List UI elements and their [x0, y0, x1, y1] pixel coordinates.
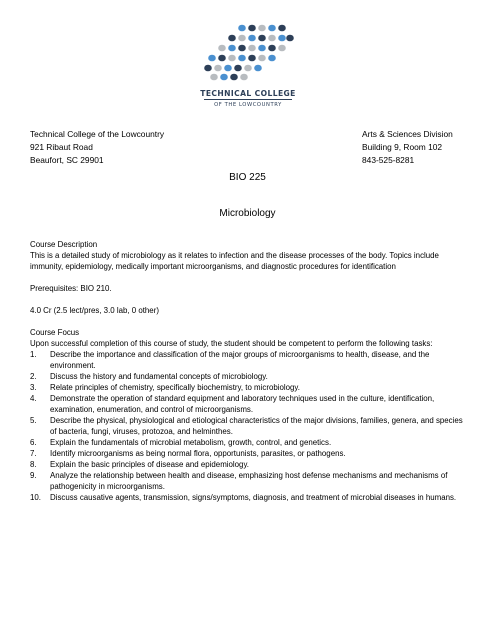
logo-dot — [228, 55, 236, 62]
logo-dot — [268, 55, 276, 62]
logo-dot — [238, 35, 246, 42]
logo-dot — [258, 25, 266, 32]
logo-dot — [234, 65, 242, 72]
task-item — [30, 448, 470, 459]
address-line: 921 Ribaut Road — [30, 142, 93, 152]
task-number: 4. — [30, 394, 37, 403]
course-name: Microbiology — [219, 208, 276, 219]
logo-dot — [278, 25, 286, 32]
description-text: This is a detailed study of microbiology as it relates to infection and the disease processes of the body. Topics include immunity, epidemiology, medically important microorganisms, and diagnostic procedures for identification — [30, 251, 439, 271]
task-text: Explain the basic principles of disease and epidemiology. — [50, 460, 249, 469]
task-text: Analyze the relationship between health and disease, emphasizing host defense mechanisms and mechanisms of pathogenicity in microorganisms. — [50, 471, 448, 491]
task-number: 7. — [30, 449, 37, 458]
address-line: Building 9, Room 102 — [362, 142, 443, 152]
logo-dot — [218, 45, 226, 52]
task-item — [30, 349, 470, 371]
dot-pattern-icon — [204, 20, 294, 82]
address-line: Arts & Sciences Division — [362, 129, 453, 139]
logo-dot — [248, 45, 256, 52]
logo-dot — [268, 45, 276, 52]
logo-dot — [268, 35, 276, 42]
task-text: Describe the importance and classification of the major groups of microorganisms to health, disease, and the environment. — [50, 350, 430, 370]
task-text: Relate principles of chemistry, specifically biochemistry, to microbiology. — [50, 383, 300, 392]
task-number: 1. — [30, 350, 37, 359]
description-heading: Course Description — [30, 240, 98, 249]
logo-dot — [240, 74, 248, 81]
logo-rule — [204, 99, 292, 100]
logo-dot — [238, 25, 246, 32]
logo-dot — [220, 74, 228, 81]
logo-dot — [210, 74, 218, 81]
division-address — [362, 128, 453, 167]
logo-dot — [214, 65, 222, 72]
task-item — [30, 371, 470, 382]
logo-dot — [278, 45, 286, 52]
logo-dot — [238, 45, 246, 52]
task-text: Explain the fundamentals of microbial metabolism, growth, control, and genetics. — [50, 438, 332, 447]
prerequisites: Prerequisites: BIO 210. — [30, 284, 112, 293]
focus-heading: Course Focus — [30, 328, 80, 337]
task-number: 9. — [30, 471, 37, 480]
logo-dot — [268, 25, 276, 32]
logo-dot — [218, 55, 226, 62]
logo-dot — [228, 45, 236, 52]
task-item — [30, 415, 470, 437]
logo-dot — [248, 55, 256, 62]
task-number: 10. — [30, 493, 41, 502]
phone-number: 843-525-8281 — [362, 155, 415, 165]
logo-dot — [248, 25, 256, 32]
logo-dot — [244, 65, 252, 72]
logo-dot — [286, 35, 294, 42]
credits: 4.0 Cr (2.5 lect/pres, 3.0 lab, 0 other) — [30, 306, 159, 315]
course-body — [30, 239, 470, 503]
logo-dot — [208, 55, 216, 62]
logo-dot — [230, 74, 238, 81]
task-item — [30, 393, 470, 415]
task-item — [30, 492, 470, 503]
logo-dot — [204, 65, 212, 72]
logo-dot — [278, 35, 286, 42]
focus-intro: Upon successful completion of this course of study, the student should be competent to perform the following tasks: — [30, 339, 433, 348]
college-address — [30, 128, 164, 167]
task-text: Describe the physical, physiological and etiological characteristics of the major divisions, families, genera, and species of bacteria, fungi, viruses, protozoa, and helminthes. — [50, 416, 463, 436]
logo-name: TECHNICAL COLLEGE — [200, 89, 296, 98]
logo-subtitle: OF THE LOWCOUNTRY — [214, 102, 282, 108]
college-logo — [194, 20, 302, 112]
task-number: 6. — [30, 438, 37, 447]
address-line: Beaufort, SC 29901 — [30, 155, 104, 165]
task-item — [30, 470, 470, 492]
task-text: Demonstrate the operation of standard equipment and laboratory techniques used in the culture, identification, examination, enumeration, and control of microorganisms. — [50, 394, 435, 414]
logo-dot — [224, 65, 232, 72]
logo-dot — [258, 35, 266, 42]
task-number: 2. — [30, 372, 37, 381]
task-item — [30, 459, 470, 470]
course-code: BIO 225 — [229, 172, 266, 183]
task-item — [30, 437, 470, 448]
task-list — [30, 349, 470, 503]
task-text: Identify microorganisms as being normal flora, opportunists, parasites, or pathogens. — [50, 449, 346, 458]
task-number: 5. — [30, 416, 37, 425]
task-text: Discuss the history and fundamental concepts of microbiology. — [50, 372, 268, 381]
logo-dot — [254, 65, 262, 72]
task-number: 3. — [30, 383, 37, 392]
logo-dot — [258, 45, 266, 52]
logo-dot — [258, 55, 266, 62]
task-item — [30, 382, 470, 393]
logo-dot — [228, 35, 236, 42]
task-text: Discuss causative agents, transmission, signs/symptoms, diagnosis, and treatment of microbial diseases in humans. — [50, 493, 457, 502]
task-number: 8. — [30, 460, 37, 469]
address-line: Technical College of the Lowcountry — [30, 129, 165, 139]
logo-dot — [248, 35, 256, 42]
logo-dot — [238, 55, 246, 62]
